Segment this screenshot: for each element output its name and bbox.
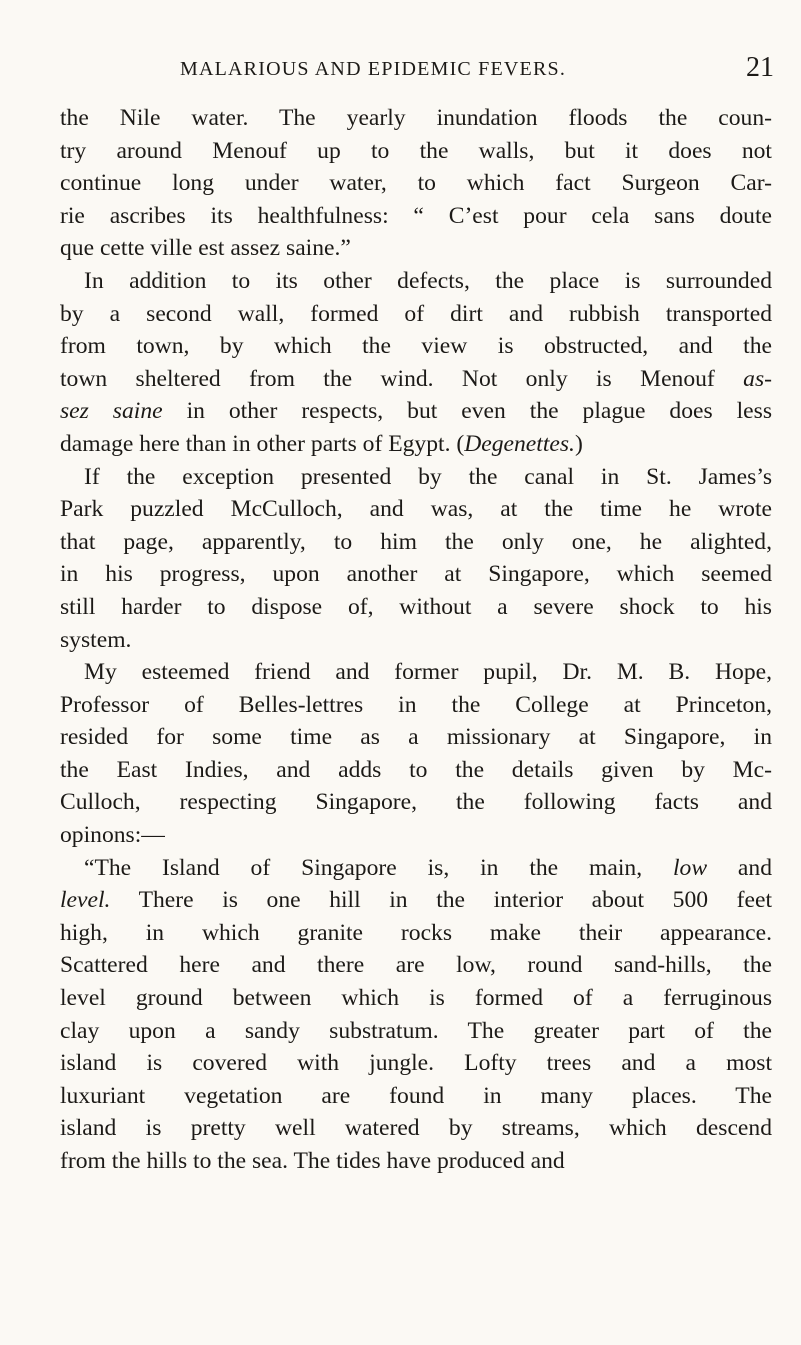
text-line: [60, 1112, 772, 1145]
text-segment: In addition to its other defects, the place is surrounded: [84, 267, 772, 294]
text-line: [60, 1047, 772, 1080]
text-line: [60, 949, 772, 982]
text-line: [60, 721, 772, 754]
running-head: [60, 52, 774, 84]
text-line: [60, 102, 772, 135]
text-segment: level ground between which is formed of a ferruginous: [60, 985, 772, 1012]
text-line: [60, 1145, 772, 1178]
text-segment: system.: [60, 626, 132, 653]
text-segment: and: [707, 854, 772, 881]
text-segment: que cette ville est assez saine.”: [60, 235, 351, 262]
text-segment: opinons:—: [60, 822, 165, 849]
text-line: [60, 167, 772, 200]
text-segment: from town, by which the view is obstructed, and the: [60, 333, 772, 360]
italic-text: as-: [743, 365, 772, 392]
text-segment: high, in which granite rocks make their appearance.: [60, 919, 772, 946]
text-line: [60, 819, 772, 852]
text-segment: by a second wall, formed of dirt and rubbish transported: [60, 300, 772, 327]
text-segment: island is covered with jungle. Lofty trees and a most: [60, 1050, 772, 1077]
text-line: [60, 265, 772, 298]
text-segment: the Nile water. The yearly inundation floods the coun-: [60, 105, 772, 131]
text-segment: Culloch, respecting Singapore, the following facts and: [60, 789, 772, 816]
text-line: [60, 298, 772, 331]
text-segment: There is one hill in the interior about 500 feet: [110, 887, 772, 914]
text-line: [60, 754, 772, 787]
text-segment: that page, apparently, to him the only one, he alighted,: [60, 528, 772, 555]
text-segment: “The Island of Singapore is, in the main,: [84, 854, 673, 881]
text-segment: still harder to dispose of, without a severe shock to his: [60, 593, 772, 620]
text-segment: rie ascribes its healthfulness: “ C’est pour cela sans doute: [60, 202, 772, 229]
text-line: [60, 1015, 772, 1048]
text-line: [60, 558, 772, 591]
text-line: [60, 917, 772, 950]
text-segment: Professor of Belles-lettres in the College at Princeton,: [60, 691, 772, 718]
body-text: [60, 102, 772, 1178]
text-segment: luxuriant vegetation are found in many places. The: [60, 1082, 772, 1109]
text-segment: the East Indies, and adds to the details given by Mc-: [60, 756, 772, 783]
text-segment: If the exception presented by the canal in St. James’s: [84, 463, 772, 490]
text-segment: in other respects, but even the plague does less: [162, 398, 772, 425]
text-segment: Scattered here and there are low, round sand-hills, the: [60, 952, 772, 979]
text-segment: damage here than in other parts of Egypt. (: [60, 430, 465, 457]
text-segment: from the hills to the sea. The tides have produced and: [60, 1148, 565, 1174]
text-segment: island is pretty well watered by streams, which descend: [60, 1115, 772, 1142]
page-number: 21: [746, 52, 774, 83]
italic-text: Degenettes.: [464, 430, 575, 457]
text-line: [60, 656, 772, 689]
text-line: [60, 200, 772, 233]
text-segment: clay upon a sandy substratum. The greater part of the: [60, 1017, 772, 1044]
text-segment: My esteemed friend and former pupil, Dr. M. B. Hope,: [84, 659, 772, 686]
text-line: [60, 786, 772, 819]
italic-text: low: [672, 854, 708, 881]
text-line: [60, 428, 772, 461]
text-segment: continue long under water, to which fact Surgeon Car-: [60, 170, 772, 197]
text-line: [60, 330, 772, 363]
text-line: [60, 526, 772, 559]
text-line: [60, 884, 772, 917]
text-segment: town sheltered from the wind. Not only is Menouf: [60, 365, 744, 392]
text-line: [60, 135, 772, 168]
text-segment: ): [574, 430, 583, 457]
text-segment: try around Menouf up to the walls, but it does not: [60, 137, 772, 164]
text-line: [60, 232, 772, 265]
text-line: [60, 689, 772, 722]
text-line: [60, 591, 772, 624]
text-segment: resided for some time as a missionary at Singapore, in: [60, 724, 772, 751]
text-line: [60, 1080, 772, 1113]
text-line: [60, 395, 772, 428]
text-line: [60, 624, 772, 657]
text-line: [60, 461, 772, 494]
running-title: MALARIOUS AND EPIDEMIC FEVERS.: [180, 58, 567, 80]
italic-text: level.: [60, 887, 111, 914]
text-line: [60, 852, 772, 885]
italic-text: sez saine: [60, 398, 163, 425]
text-line: [60, 493, 772, 526]
text-segment: in his progress, upon another at Singapore, which seemed: [60, 561, 772, 588]
text-line: [60, 363, 772, 396]
text-segment: Park puzzled McCulloch, and was, at the time he wrote: [60, 496, 772, 523]
text-line: [60, 982, 772, 1015]
